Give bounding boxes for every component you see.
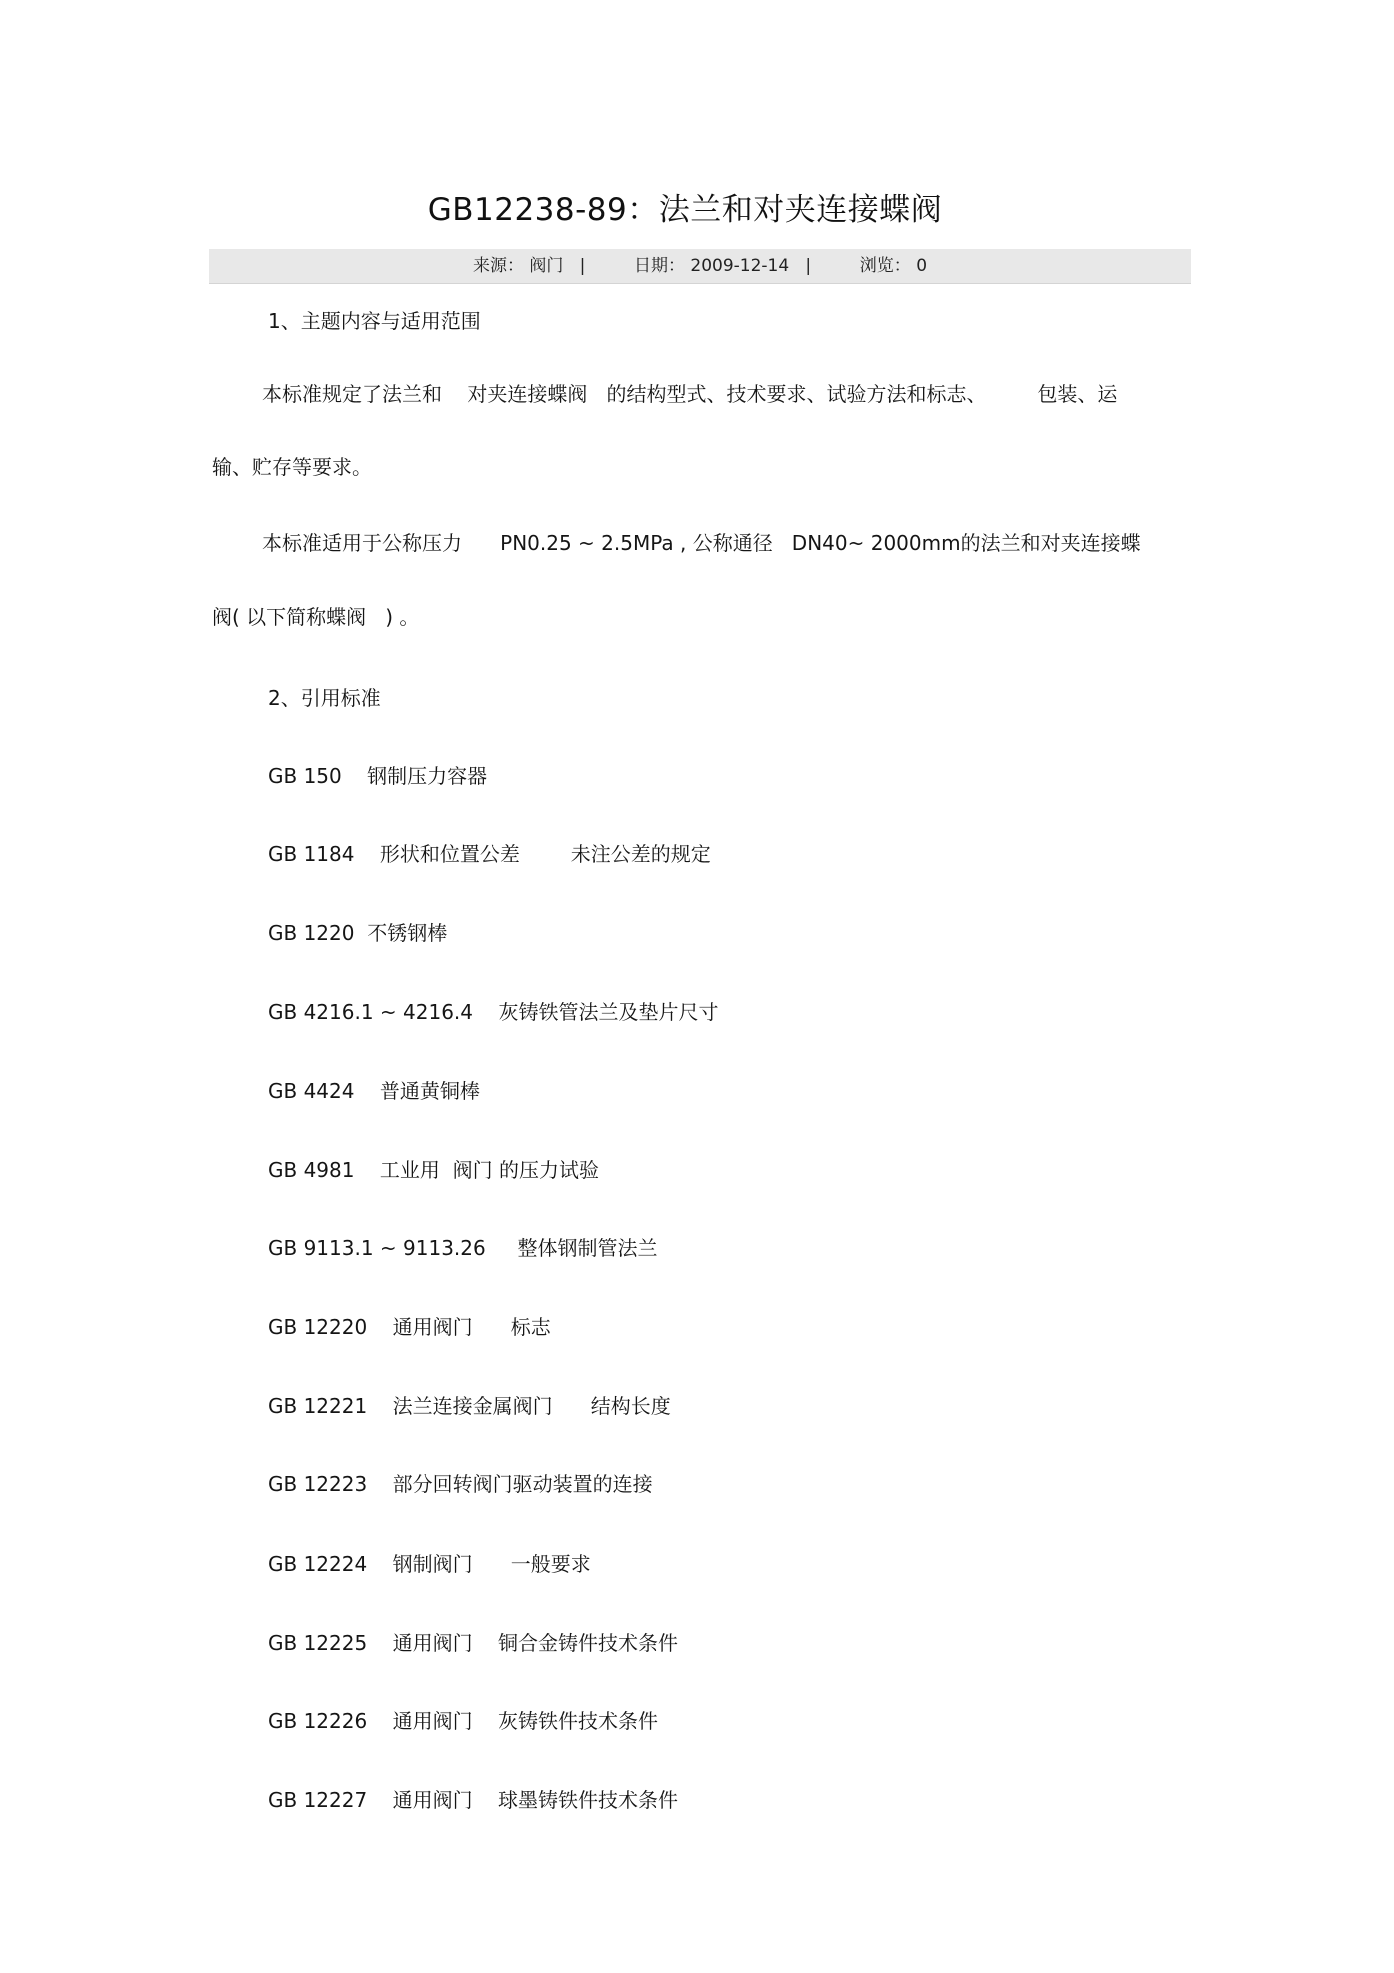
meta-separator-2: | xyxy=(805,256,812,276)
standard-item: GB 12225 通用阀门 铜合金铸件技术条件 xyxy=(268,1631,679,1655)
source-label: 来源： xyxy=(472,256,524,276)
paragraph-1-line-2: 输、贮存等要求。 xyxy=(212,455,372,479)
standard-item: GB 1220 不锈钢棒 xyxy=(268,921,448,945)
section-1-heading: 1、主题内容与适用范围 xyxy=(268,309,481,333)
standard-item: GB 1184 形状和位置公差 未注公差的规定 xyxy=(268,842,711,866)
paragraph-1-line-1: 本标准规定了法兰和 对夹连接蝶阀 的结构型式、技术要求、试验方法和标志、 包装、运 xyxy=(262,382,1118,406)
date-value: 2009-12-14 xyxy=(690,256,790,276)
standard-item: GB 12223 部分回转阀门驱动装置的连接 xyxy=(268,1472,653,1496)
standard-item: GB 4981 工业用 阀门 的压力试验 xyxy=(268,1158,599,1182)
paragraph-2-line-2: 阀( 以下简称蝶阀 ) 。 xyxy=(212,605,420,629)
standard-item: GB 4216.1 ~ 4216.4 灰铸铁管法兰及垫片尺寸 xyxy=(268,1000,719,1024)
views-value: 0 xyxy=(916,256,928,276)
section-2-heading: 2、引用标准 xyxy=(268,686,381,710)
standard-item: GB 12227 通用阀门 球墨铸铁件技术条件 xyxy=(268,1788,679,1812)
standard-item: GB 12224 钢制阀门 一般要求 xyxy=(268,1552,591,1576)
paragraph-2-line-1: 本标准适用于公称压力 PN0.25 ~ 2.5MPa , 公称通径 DN40~ 2000mm的法兰和对夹连接蝶 xyxy=(262,531,1141,555)
standard-item: GB 12220 通用阀门 标志 xyxy=(268,1315,551,1339)
standard-item: GB 12226 通用阀门 灰铸铁件技术条件 xyxy=(268,1709,659,1733)
source-value: 阀门 xyxy=(529,256,564,276)
article-meta-bar xyxy=(209,249,1191,284)
standard-item: GB 12221 法兰连接金属阀门 结构长度 xyxy=(268,1394,671,1418)
page-title: GB12238-89：法兰和对夹连接蝶阀 xyxy=(427,192,943,228)
standard-item: GB 150 钢制压力容器 xyxy=(268,764,488,788)
date-label: 日期： xyxy=(633,256,685,276)
meta-separator xyxy=(569,256,580,276)
standard-item: GB 4424 普通黄铜棒 xyxy=(268,1079,480,1103)
views-label: 浏览： xyxy=(859,256,911,276)
meta-separator-1: | xyxy=(579,256,586,276)
standard-item: GB 9113.1 ~ 9113.26 整体钢制管法兰 xyxy=(268,1236,658,1260)
